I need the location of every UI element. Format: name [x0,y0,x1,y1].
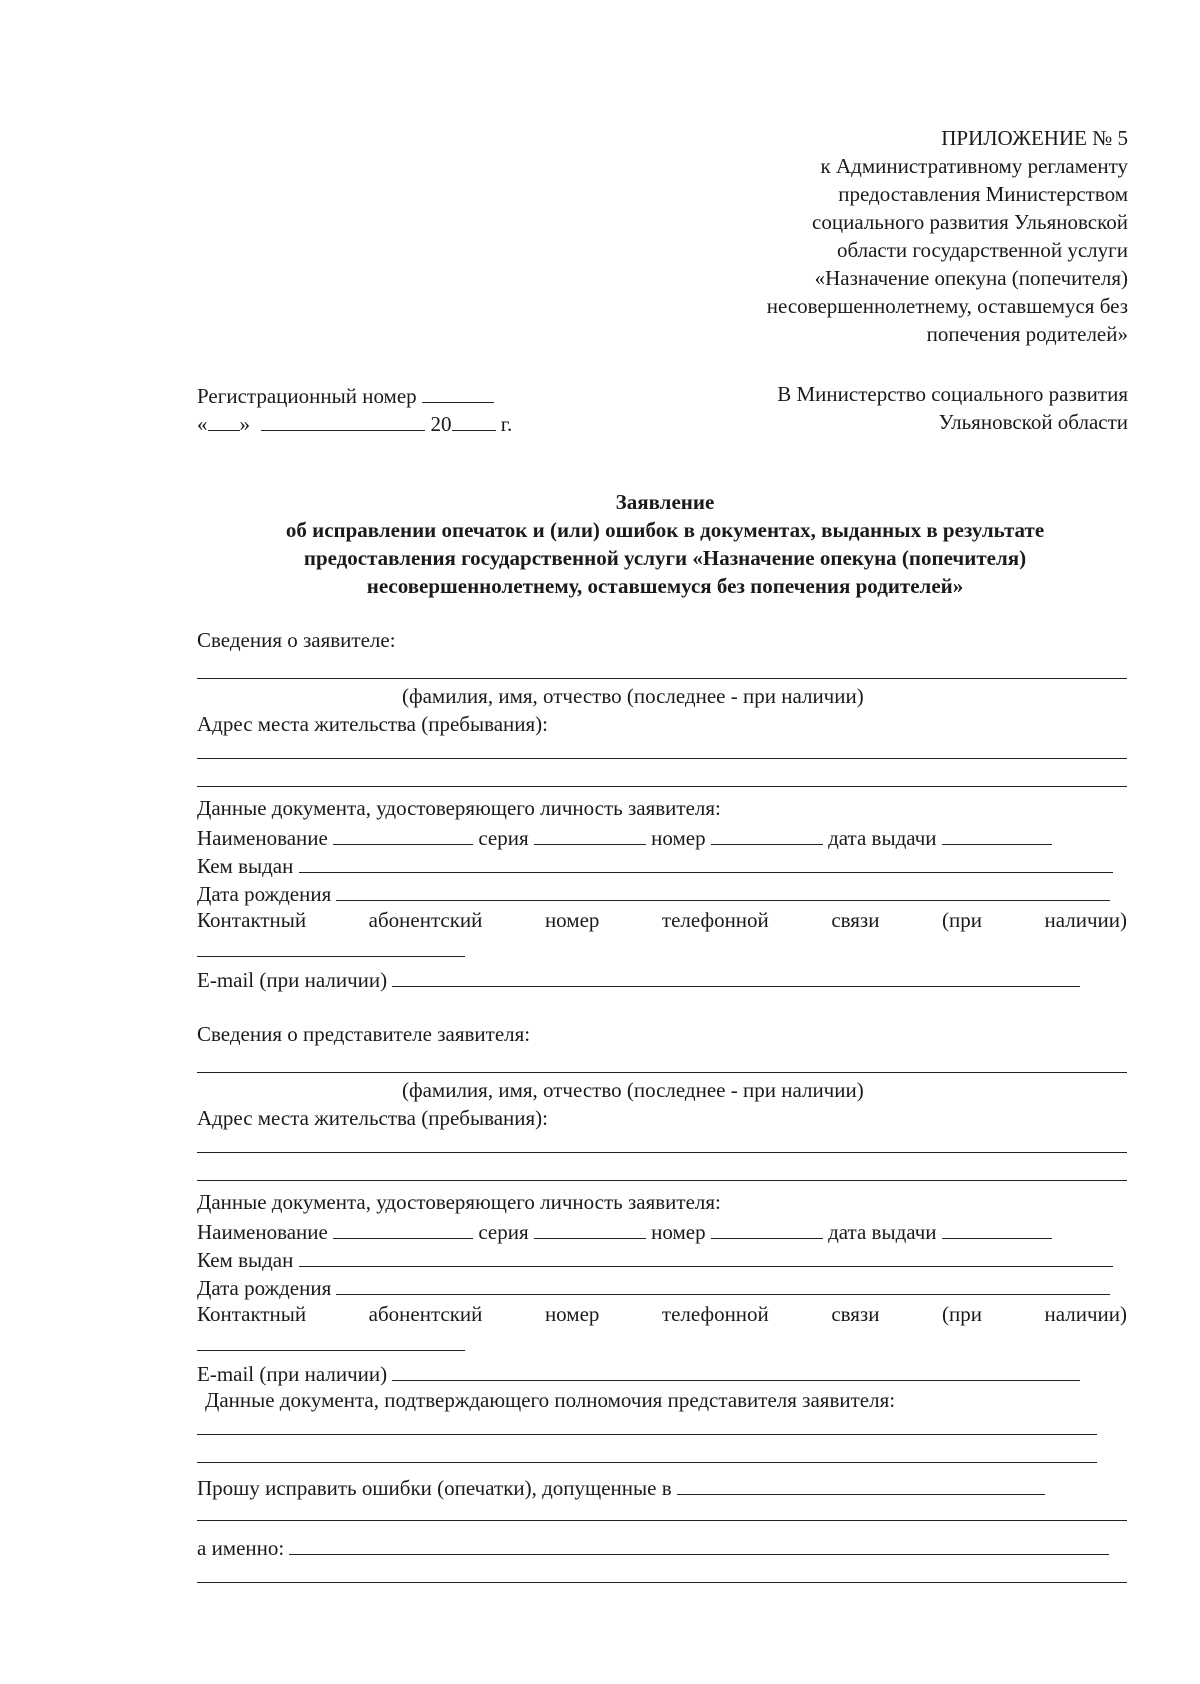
representative-doc-name-field[interactable] [333,1220,473,1239]
representative-email-label: E-mail (при наличии) [197,1362,388,1386]
date-year-prefix: 20 [430,412,452,436]
request-label: Прошу исправить ошибки (опечатки), допущенные в [197,1476,672,1500]
applicant-doc-number-field[interactable] [711,826,823,845]
phone-word-1: Контактный [197,908,307,932]
header-line-7: попечения родителей» [926,322,1128,346]
phone-word-5: связи [831,908,880,932]
applicant-doc-name-label: Наименование [197,826,328,850]
representative-birth-label: Дата рождения [197,1276,332,1300]
applicant-email-row [197,968,1080,991]
representative-birth-field[interactable] [336,1276,1110,1295]
registration-label: Регистрационный номер [197,384,417,408]
addressee-line-2: Ульяновской области [938,410,1128,434]
representative-fio-field[interactable] [197,1072,1127,1073]
rep-phone-word-1: Контактный [197,1302,307,1326]
representative-birth-row [197,1276,1110,1299]
applicant-fio-field[interactable] [197,678,1127,679]
applicant-address-field-1[interactable] [197,758,1127,759]
representative-fio-caption: (фамилия, имя, отчество (последнее - при наличии) [402,1078,864,1102]
representative-doc-row [197,1220,1052,1243]
applicant-doc-name-field[interactable] [333,826,473,845]
representative-doc-number-field[interactable] [711,1220,823,1239]
applicant-birth-label: Дата рождения [197,882,332,906]
date-day-field[interactable] [208,412,240,431]
representative-address-label: Адрес места жительства (пребывания): [197,1106,549,1130]
header-line-5: «Назначение опекуна (попечителя) [814,266,1128,290]
representative-authority-field-2[interactable] [197,1462,1097,1463]
applicant-doc-heading: Данные документа, удостоверяющего личность заявителя: [197,796,721,820]
representative-doc-issue-date-field[interactable] [942,1220,1052,1239]
header-line-1: к Административному регламенту [820,154,1128,178]
applicant-phone-row [197,910,1127,931]
phone-word-4: телефонной [661,908,769,932]
representative-issued-by-field[interactable] [299,1248,1113,1267]
applicant-address-label: Адрес места жительства (пребывания): [197,712,549,736]
representative-authority-label: Данные документа, подтверждающего полномочия представителя заявителя: [205,1388,896,1412]
representative-heading: Сведения о представителе заявителя: [197,1022,531,1046]
applicant-address-field-2[interactable] [197,786,1127,787]
applicant-heading: Сведения о заявителе: [197,628,396,652]
applicant-issued-by-label: Кем выдан [197,854,294,878]
registration-date [197,412,512,435]
representative-doc-number-label: номер [651,1220,706,1244]
applicant-email-field[interactable] [392,968,1080,987]
request-row [197,1476,1045,1499]
applicant-doc-series-label: серия [478,826,529,850]
applicant-doc-issue-date-field[interactable] [942,826,1052,845]
request-field-2[interactable] [197,1520,1127,1521]
phone-word-7: наличии) [1044,908,1127,932]
namely-row [197,1536,1109,1559]
applicant-issued-by-row [197,854,1113,877]
namely-field[interactable] [289,1536,1109,1555]
date-month-field[interactable] [261,412,425,431]
document-subtitle-line-3: несовершеннолетнему, оставшемуся без попечения родителей» [366,574,964,598]
header-line-4: области государственной услуги [836,238,1128,262]
applicant-email-label: E-mail (при наличии) [197,968,388,992]
applicant-doc-series-field[interactable] [534,826,646,845]
applicant-phone-field[interactable] [197,956,465,957]
rep-phone-word-7: наличии) [1044,1302,1127,1326]
appendix-number: ПРИЛОЖЕНИЕ № 5 [941,126,1128,150]
phone-word-2: абонентский [368,908,483,932]
representative-address-field-2[interactable] [197,1180,1127,1181]
applicant-doc-number-label: номер [651,826,706,850]
registration-number [197,384,494,407]
representative-doc-series-label: серия [478,1220,529,1244]
document-title: Заявление [615,490,715,514]
header-line-2: предоставления Министерством [838,182,1128,206]
applicant-doc-issue-date-label: дата выдачи [828,826,937,850]
applicant-fio-caption: (фамилия, имя, отчество (последнее - при наличии) [402,684,864,708]
representative-doc-heading: Данные документа, удостоверяющего личность заявителя: [197,1190,721,1214]
date-quote-close: » [239,412,250,436]
phone-word-3: номер [544,908,600,932]
representative-doc-issue-date-label: дата выдачи [828,1220,937,1244]
representative-issued-by-label: Кем выдан [197,1248,294,1272]
applicant-birth-row [197,882,1110,905]
rep-phone-word-6: (при [941,1302,982,1326]
applicant-birth-field[interactable] [336,882,1110,901]
registration-number-field[interactable] [422,384,494,403]
rep-phone-word-4: телефонной [661,1302,769,1326]
representative-doc-name-label: Наименование [197,1220,328,1244]
date-year-field[interactable] [452,412,496,431]
header-line-3: социального развития Ульяновской [812,210,1128,234]
date-quote-open: « [197,412,208,436]
representative-address-field-1[interactable] [197,1152,1127,1153]
document-subtitle-line-1: об исправлении опечаток и (или) ошибок в документах, выданных в результате [285,518,1045,542]
rep-phone-word-5: связи [831,1302,880,1326]
representative-issued-by-row [197,1248,1113,1271]
representative-email-row [197,1362,1080,1385]
request-document-field[interactable] [677,1476,1045,1495]
representative-email-field[interactable] [392,1362,1080,1381]
namely-field-2[interactable] [197,1582,1127,1583]
representative-phone-field[interactable] [197,1350,465,1351]
header-line-6: несовершеннолетнему, оставшемуся без [766,294,1128,318]
representative-authority-field-1[interactable] [197,1434,1097,1435]
representative-doc-series-field[interactable] [534,1220,646,1239]
applicant-doc-row [197,826,1052,849]
addressee-line-1: В Министерство социального развития [777,382,1128,406]
phone-word-6: (при [941,908,982,932]
date-year-suffix: г. [500,412,513,436]
document-subtitle-line-2: предоставления государственной услуги «Назначение опекуна (попечителя) [303,546,1027,570]
representative-phone-row [197,1304,1127,1325]
rep-phone-word-3: номер [544,1302,600,1326]
namely-label: а именно: [197,1536,285,1560]
applicant-issued-by-field[interactable] [299,854,1113,873]
rep-phone-word-2: абонентский [368,1302,483,1326]
